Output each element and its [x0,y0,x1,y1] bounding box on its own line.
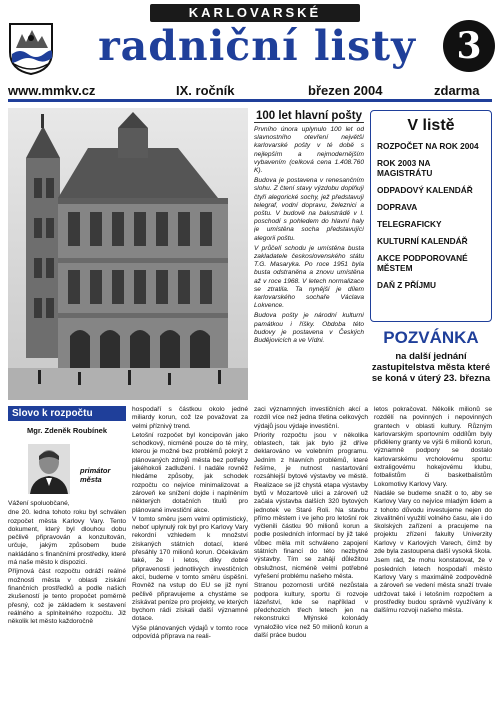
price-label: zdarma [434,83,480,98]
contents-box [370,110,492,322]
editorial-paragraph: Nadále se budeme snažit o to, aby se Karlovy Vary co nejvíce mladým lidem a z tohoto důvodu investujeme nejen do zkvalitnění využití volného času, ale i do školských zařízení a pracujeme na projektu zřízení fakulty Univerzity Karlovy v Karlových Varech, čímž by zde byla zastoupena další vysoká škola. [374,489,492,556]
editorial-paragraph: Jsem rád, že mohu konstatovat, že v posledních letech hospodaří město Karlovy Vary s maximálně zodpovědně a zároveň se vedení města snaží trvale udržovat také i letošním rozpočtem a prostředky budou správně využívány k dalšímu rozvoji našeho města. [374,557,492,615]
contents-list [377,141,485,290]
invitation-heading: POZVÁNKA [383,328,479,347]
post-office-illustration [8,108,248,400]
contents-item[interactable]: DAŇ Z PŘÍJMU [377,280,437,290]
info-bar [8,82,492,102]
centennial-paragraph: Budova je postavena v renesančním slohu. Z čtení stavy výzdobu doplňují čtyři alegorické sochy, jež představují telegraf, vodní dopravu, železnici a poštu. V budově na balustrádě v I. poschodí s pohledem do hlavní haly je umístěna socha představující alegorii poštu. [254,177,364,242]
editorial-paragraph: V tomto směru jsem velmi optimistický, neboť uplynulý rok byl pro Karlovy Vary rekordní vzhledem k množství získaných státních dotací, které přesáhly 170 milionů korun. Očekávám také, že i letos, díky dobré připravenosti jednotlivých investičních akcí, budeme v tomto směru úspěšní. Rovněž na vstup do EU se již nyní pečlivě připravujeme a chystáme se získávat peníze pro projekty, ve kterých bychom rádi získali další významné dotace. [132,515,248,623]
centennial-article [254,110,364,400]
editorial-paragraph: dne 20. ledna tohoto roku byl schválen rozpočet města Karlovy Vary. Tento dokument, který byl dlouhou dobu pečlivě připravován a konzultován, určuje, jakým způsobem bude nakládáno s finančními prostředky, které má naše město k dispozici. [8,509,126,567]
author-portrait [28,444,70,494]
invitation-text: na další jednání zastupitelstva města které se koná v úterý 23. března [371,351,491,384]
editorial-paragraph: Vážení spoluobčané, [8,500,70,507]
editorial-heading: Slovo k rozpočtu [8,406,126,421]
contents-item[interactable]: AKCE PODPOROVANÉ MĚSTEM [377,253,468,273]
kicker-banner [150,4,360,22]
contents-item[interactable]: TELEGRAFICKY [377,219,442,229]
newspaper-title: radniční listy [98,22,416,70]
centennial-title: 100 let hlavní pošty [255,110,363,122]
editorial-paragraph: Priority rozpočtu jsou v několika oblastech, tak jak bylo již dříve deklarováno ve volebním programu. Jedním z hlavních problémů, které řešíme, je nutnost nastartování rozsáhlejší bytové výstavby ve městě. Realizace se již chystá etapa výstavby bytů v Mozartově ulici a zároveň už začala výstavba dalších 320 bytových jednotek ve Staré Roli. Na stavbu přímo městem i ve jeho pro letošní rok vyčlenili částku 90 milionů korun a podle posledních informací by již také vůbec měla mít schváleno zapojení státních financí do této nezbytné výstavby. Tím se zahájí důležitou obslužnost, nicméně velmi potřebné vyřešení problému našeho města. [254,431,368,580]
contents-item[interactable]: ROZPOČET NA ROK 2004 [377,141,479,151]
editorial-column-3 [254,406,368,698]
post-office-photo [8,108,248,400]
editorial-column-4 [374,406,492,698]
masthead [0,0,500,108]
editorial-paragraph: hospodaří s částkou okolo jedné miliardy korun, což lze považovat za velmi příznivý trend. [132,406,248,430]
editorial-author: Mgr. Zdeněk Roubínek [26,426,107,435]
contents-item[interactable]: KULTURNÍ KALENDÁŘ [377,236,468,246]
contents-item[interactable]: ROK 2003 NA MAGISTRÁTU [377,158,433,178]
editorial-paragraph: Příjmová část rozpočtu odráží reálné možnosti města v oblasti získání finančních prostředků a podle našich zkušeností je tento propočet poměrně přesný, což je základem k sestavení reálného a splnitelného rozpočtu. Již několik let město každoročně [8,568,126,626]
invitation-box [370,328,492,400]
website-link[interactable]: www.mmkv.cz [8,83,96,98]
volume-label: IX. ročník [176,83,235,98]
city-crest-icon [8,22,54,76]
editorial-paragraph: Výše plánovaných výdajů v tomto roce odpovídá příprava na reali- [132,624,248,641]
editorial-paragraph: Stranou pozornosti určitě nezůstala podpora kultury, sportu či rozvoje lázeňství, kde se například v předchozích třech letech jen na rekonstrukci Mlýnské kolonády vynaložilo více než 50 milionů korun a další práce budou [254,582,368,640]
issue-date: březen 2004 [308,83,383,98]
editorial-column-1 [8,500,126,698]
author-role: primátor města [80,466,111,484]
contents-item[interactable]: DOPRAVA [377,202,418,212]
kicker: KARLOVARSKÉ [188,5,322,20]
contents-item[interactable]: ODPADOVÝ KALENDÁŘ [377,185,473,195]
editorial-paragraph: letos pokračovat. Několik milionů se rozdělí na povinných i nepovinných grantech v oblasti kultury. Různým karlovarským sportovním oddílům byly přiděleny granty ve výši 6 milionů korun, významně podpory se dostalo karlovarskému vrcholovému sportu: extraligovému hokejovému klubu, fotbalistům či basketbalistům Lokomotivy Karlovy Vary. [374,406,492,488]
editorial-paragraph: Letošní rozpočet byl koncipován jako schodkový, nicméně pouze do té míry, kterou je možné bez problémů pokrýt z plánovaných zdrojů města bez potřeby jakéhokoli zadlužení. I nadále rovněž hledáme způsoby, jak schodek rozpočtu co nejvíce minimalizovat a zároveň ke snížení dojde i naplněním některých dotačních titulů pro plánované investiční akce. [132,431,248,514]
centennial-paragraph: Budova pošty je národní kulturní památkou i říšky. Obdoba této budovy je postavena v Českých Budějovicích a ve Vídni. [254,312,364,345]
contents-heading: V listě [407,117,455,134]
editorial-paragraph: zaci významných investičních akcí a rozdíl více než jedna třetina celkových výdajů jsou výdaje investiční. [254,406,368,430]
centennial-paragraph: V průčelí schodu je umístěna busta zakladatele československého státu T.G. Masaryka. Po roce 1951 byla busta odstraněna a znovu umístěna až v roce 1968. V letech normalizace se ztratila. Ta nynější je dílem karlovarského sochaře Václava Lokvence. [254,244,364,310]
editorial-column-2 [132,406,248,698]
centennial-paragraph: Prvního února uplynulo 100 let od slavnostního otevření největší karlovarské pošty v té době s nejlepším a nejmodernějším vybavením (celková cena 1.408.760 K). [254,126,364,175]
issue-number-badge: 3 [443,20,495,72]
